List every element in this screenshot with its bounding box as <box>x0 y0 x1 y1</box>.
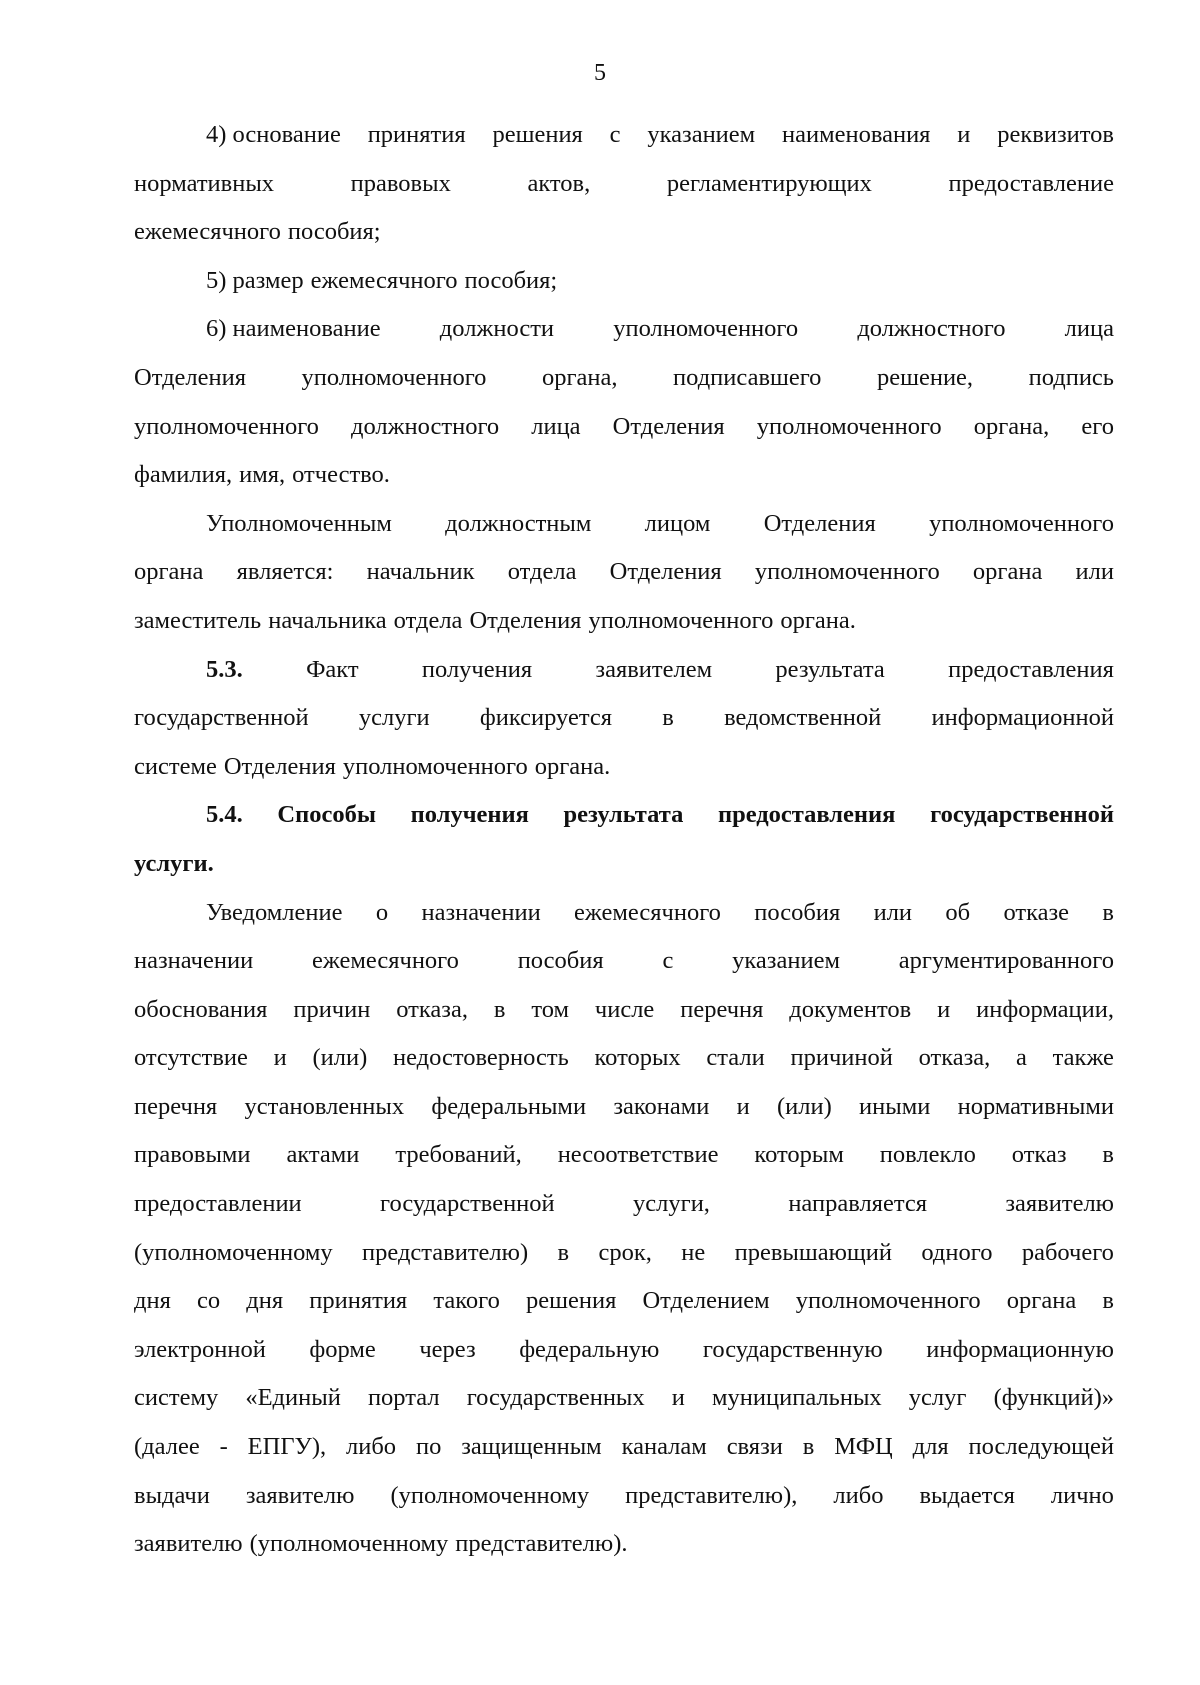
text-line <box>134 354 1114 403</box>
text-word: должности <box>439 315 555 343</box>
text-word: и <box>273 1044 287 1072</box>
document-body <box>134 111 1114 1569</box>
text-word: ежемесячного <box>310 266 458 294</box>
text-word: представителю), <box>625 1481 798 1509</box>
text-word: услуг <box>908 1384 967 1412</box>
text-word: со <box>197 1287 221 1315</box>
text-word: услуги. <box>134 849 214 877</box>
text-word: органа <box>972 558 1043 586</box>
text-word: иными <box>859 1092 931 1120</box>
text-word: рабочего <box>1021 1238 1114 1266</box>
text-word: в <box>802 1433 815 1461</box>
text-word: представителю). <box>455 1530 628 1558</box>
text-word: ежемесячного <box>134 218 281 246</box>
text-word: его <box>1081 412 1114 440</box>
text-word: ведомственной <box>724 704 882 732</box>
text-word: электронной <box>134 1335 266 1363</box>
text-word: Уведомление <box>206 898 343 926</box>
text-word: указанием <box>647 121 756 148</box>
text-word: заявителю <box>245 1481 355 1509</box>
text-word: регламентирующих <box>666 169 872 197</box>
text-word: дня <box>246 1287 284 1315</box>
text-line <box>134 646 1114 695</box>
text-word: 6) наименование <box>206 315 381 343</box>
text-word: начальника <box>268 606 387 634</box>
text-word: или <box>1075 558 1114 586</box>
text-word: 5.4. <box>206 801 243 829</box>
text-word: принятия <box>367 121 466 148</box>
text-word: 4) основание <box>206 121 341 148</box>
text-word: результата <box>775 655 885 683</box>
text-word: заявителю <box>134 1530 243 1558</box>
text-word: Отделения <box>609 558 722 586</box>
text-word: стали <box>706 1044 765 1072</box>
text-line <box>134 840 1114 889</box>
text-line <box>134 111 1114 160</box>
text-word: нормативных <box>134 169 275 197</box>
text-word: систему <box>134 1384 219 1412</box>
text-word: пособия; <box>287 218 381 246</box>
text-word: пособия <box>517 947 604 975</box>
text-word: лично <box>1050 1481 1114 1509</box>
text-word: уполномоченного <box>756 412 942 440</box>
text-word: Отделением <box>642 1287 770 1315</box>
text-word: защищенным <box>461 1433 602 1461</box>
text-word: не <box>681 1238 706 1266</box>
text-word: предоставление <box>948 169 1114 197</box>
text-word: предоставления <box>948 655 1114 683</box>
text-word: ЕПГУ), <box>247 1433 327 1461</box>
text-line <box>134 403 1114 452</box>
text-line <box>134 1472 1114 1521</box>
text-word: пособия; <box>464 266 558 294</box>
text-word: причин <box>293 995 371 1023</box>
text-word: каналам <box>621 1433 707 1461</box>
text-word: выдается <box>919 1481 1015 1509</box>
text-line <box>134 889 1114 938</box>
text-word: несоответствие <box>557 1141 719 1169</box>
text-word: портал <box>367 1384 440 1412</box>
text-word: назначении <box>134 947 254 975</box>
text-line <box>134 1326 1114 1375</box>
text-word: 5) размер <box>206 266 304 294</box>
text-word: превышающий <box>734 1238 893 1266</box>
text-line <box>134 986 1114 1035</box>
text-word: (уполномоченному <box>249 1530 449 1558</box>
text-word: и <box>671 1384 685 1412</box>
text-word: государственной <box>380 1190 555 1218</box>
text-word: или <box>873 898 913 926</box>
text-word: фамилия, <box>134 461 233 489</box>
text-word: установленных <box>244 1092 405 1120</box>
text-word: заявителю <box>1005 1190 1114 1218</box>
text-word: (или) <box>312 1044 368 1072</box>
text-word: наименования <box>782 121 931 148</box>
text-word: назначении <box>421 898 541 926</box>
text-word: органа. <box>534 752 611 780</box>
text-line <box>134 1374 1114 1423</box>
text-word: такого <box>433 1287 500 1315</box>
text-word: уполномоченного <box>754 558 940 586</box>
text-word: фиксируется <box>479 704 613 732</box>
text-word: принятия <box>309 1287 408 1315</box>
text-word: также <box>1052 1044 1114 1072</box>
text-word: Отделения <box>134 363 247 391</box>
text-word: указанием <box>732 947 840 975</box>
text-word: правовых <box>350 169 451 197</box>
text-word: «Единый <box>245 1384 341 1412</box>
text-word: информации, <box>976 995 1114 1023</box>
text-word: законами <box>613 1092 710 1120</box>
text-word: заявителем <box>595 655 713 683</box>
text-line <box>134 1034 1114 1083</box>
text-word: начальник <box>366 558 475 586</box>
text-word: решения <box>525 1287 617 1315</box>
text-line <box>134 1277 1114 1326</box>
text-word: государственную <box>702 1335 883 1363</box>
text-word: уполномоченного <box>342 752 528 780</box>
text-word: недостоверность <box>392 1044 569 1072</box>
text-word: актов, <box>527 169 591 197</box>
text-word: в <box>557 1238 570 1266</box>
text-word: и <box>957 121 971 148</box>
text-word: уполномоченного <box>929 509 1114 537</box>
text-word: обоснования <box>134 995 268 1023</box>
text-line <box>134 1083 1114 1132</box>
text-line <box>134 1423 1114 1472</box>
text-word: числе <box>594 995 655 1023</box>
text-word: результата <box>563 801 684 829</box>
text-word: отказ <box>1011 1141 1067 1169</box>
text-word: должностного <box>857 315 1006 343</box>
text-word: федеральную <box>519 1335 660 1363</box>
text-word: (уполномоченному <box>134 1238 333 1266</box>
text-word: уполномоченного <box>588 606 774 634</box>
text-word: заместитель <box>134 606 262 634</box>
text-line <box>134 208 1114 257</box>
text-word: об <box>945 898 971 926</box>
text-word: уполномоченного <box>795 1287 981 1315</box>
text-line <box>134 160 1114 209</box>
text-line <box>134 305 1114 354</box>
text-word: аргументированного <box>898 947 1114 975</box>
text-word: (далее <box>134 1433 200 1461</box>
text-word: является: <box>236 558 334 586</box>
text-word: дня <box>134 1287 171 1315</box>
text-word: по <box>415 1433 442 1461</box>
text-word: МФЦ <box>834 1433 893 1461</box>
text-line <box>134 451 1114 500</box>
text-word: информационную <box>926 1335 1114 1363</box>
text-word: предоставлении <box>134 1190 302 1218</box>
text-word: государственной <box>930 801 1114 829</box>
text-word: документов <box>789 995 912 1023</box>
text-line <box>134 1180 1114 1229</box>
text-word: Отделения <box>763 509 876 537</box>
page-number: 5 <box>594 60 606 86</box>
text-word: подпись <box>1028 363 1114 391</box>
text-line <box>134 694 1114 743</box>
text-word: федеральными <box>431 1092 587 1120</box>
text-word: реквизитов <box>997 121 1114 148</box>
text-word: муниципальных <box>712 1384 882 1412</box>
text-word: органа, <box>541 363 618 391</box>
text-word: последующей <box>968 1433 1114 1461</box>
text-word: органа, <box>973 412 1050 440</box>
text-line <box>134 597 1114 646</box>
text-word: отдела <box>393 606 463 634</box>
text-word: актами <box>286 1141 360 1169</box>
text-word: с <box>662 947 674 975</box>
text-word: информационной <box>931 704 1114 732</box>
text-word: Уполномоченным <box>206 509 392 537</box>
text-word: отдела <box>507 558 577 586</box>
text-word: органа <box>134 558 204 586</box>
text-word: связи <box>726 1433 783 1461</box>
text-word: решения <box>492 121 583 148</box>
text-word: перечня <box>134 1092 218 1120</box>
text-word: - <box>219 1433 228 1461</box>
text-word: получения <box>421 655 533 683</box>
text-word: либо <box>346 1433 397 1461</box>
text-word: срок, <box>598 1238 652 1266</box>
text-word: (функций)» <box>993 1384 1114 1412</box>
text-word: требований, <box>395 1141 522 1169</box>
text-word: должностным <box>445 509 592 537</box>
text-word: ежемесячного <box>574 898 721 926</box>
text-word: в <box>493 995 506 1023</box>
text-word: в <box>1102 898 1114 926</box>
text-word: органа <box>1006 1287 1077 1315</box>
text-word: форме <box>309 1335 376 1363</box>
text-word: должностного <box>350 412 500 440</box>
text-word: услуги <box>358 704 430 732</box>
text-word: 5.3. <box>206 655 243 683</box>
text-word: имя, <box>239 461 286 489</box>
text-word: для <box>912 1433 949 1461</box>
text-word: отчество. <box>292 461 390 489</box>
text-word: нормативными <box>957 1092 1114 1120</box>
text-word: Способы <box>277 801 376 829</box>
text-line <box>134 743 1114 792</box>
text-word: предоставления <box>718 801 896 829</box>
text-word: уполномоченного <box>301 363 487 391</box>
text-word: уполномоченного <box>613 315 799 343</box>
text-line <box>134 791 1114 840</box>
text-word: Факт <box>306 655 359 683</box>
text-word: государственных <box>466 1384 645 1412</box>
text-word: и <box>937 995 951 1023</box>
text-word: о <box>375 898 389 926</box>
text-word: подписавшего <box>673 363 822 391</box>
text-line <box>134 937 1114 986</box>
text-word: через <box>419 1335 476 1363</box>
text-word: в <box>1102 1141 1114 1169</box>
text-word: Отделения <box>612 412 725 440</box>
text-word: либо <box>833 1481 884 1509</box>
text-word: в <box>1102 1287 1114 1315</box>
text-word: Отделения <box>223 752 336 780</box>
text-word: (уполномоченному <box>390 1481 590 1509</box>
text-word: повлекло <box>879 1141 976 1169</box>
text-word: причиной <box>790 1044 893 1072</box>
text-word: представителю) <box>362 1238 529 1266</box>
text-word: системе <box>134 752 217 780</box>
text-word: пособия <box>754 898 841 926</box>
text-line <box>134 548 1114 597</box>
text-line <box>134 1229 1114 1278</box>
text-word: которым <box>754 1141 844 1169</box>
text-word: ежемесячного <box>312 947 459 975</box>
text-word: том <box>531 995 569 1023</box>
text-word: выдачи <box>134 1481 210 1509</box>
text-line <box>134 1520 1114 1569</box>
text-word: правовыми <box>134 1141 251 1169</box>
text-word: лица <box>1064 315 1114 343</box>
text-word: а <box>1016 1044 1027 1072</box>
text-word: которых <box>594 1044 681 1072</box>
text-word: государственной <box>134 704 309 732</box>
text-word: с <box>609 121 621 148</box>
text-word: (или) <box>777 1092 832 1120</box>
text-word: отсутствие <box>134 1044 248 1072</box>
text-word: услуги, <box>633 1190 710 1218</box>
text-word: лица <box>531 412 581 440</box>
text-word: перечня <box>680 995 764 1023</box>
text-word: органа. <box>780 606 856 634</box>
text-word: уполномоченного <box>134 412 319 440</box>
text-word: одного <box>921 1238 993 1266</box>
text-word: Отделения <box>469 606 582 634</box>
text-word: отказе <box>1003 898 1070 926</box>
text-word: отказа, <box>918 1044 991 1072</box>
text-word: отказа, <box>396 995 468 1023</box>
text-word: направляется <box>788 1190 927 1218</box>
text-word: лицом <box>644 509 711 537</box>
text-word: в <box>662 704 674 732</box>
text-word: решение, <box>876 363 974 391</box>
text-line <box>134 1131 1114 1180</box>
text-line <box>134 257 1114 306</box>
text-line <box>134 500 1114 549</box>
text-word: и <box>736 1092 750 1120</box>
text-word: получения <box>410 801 529 829</box>
